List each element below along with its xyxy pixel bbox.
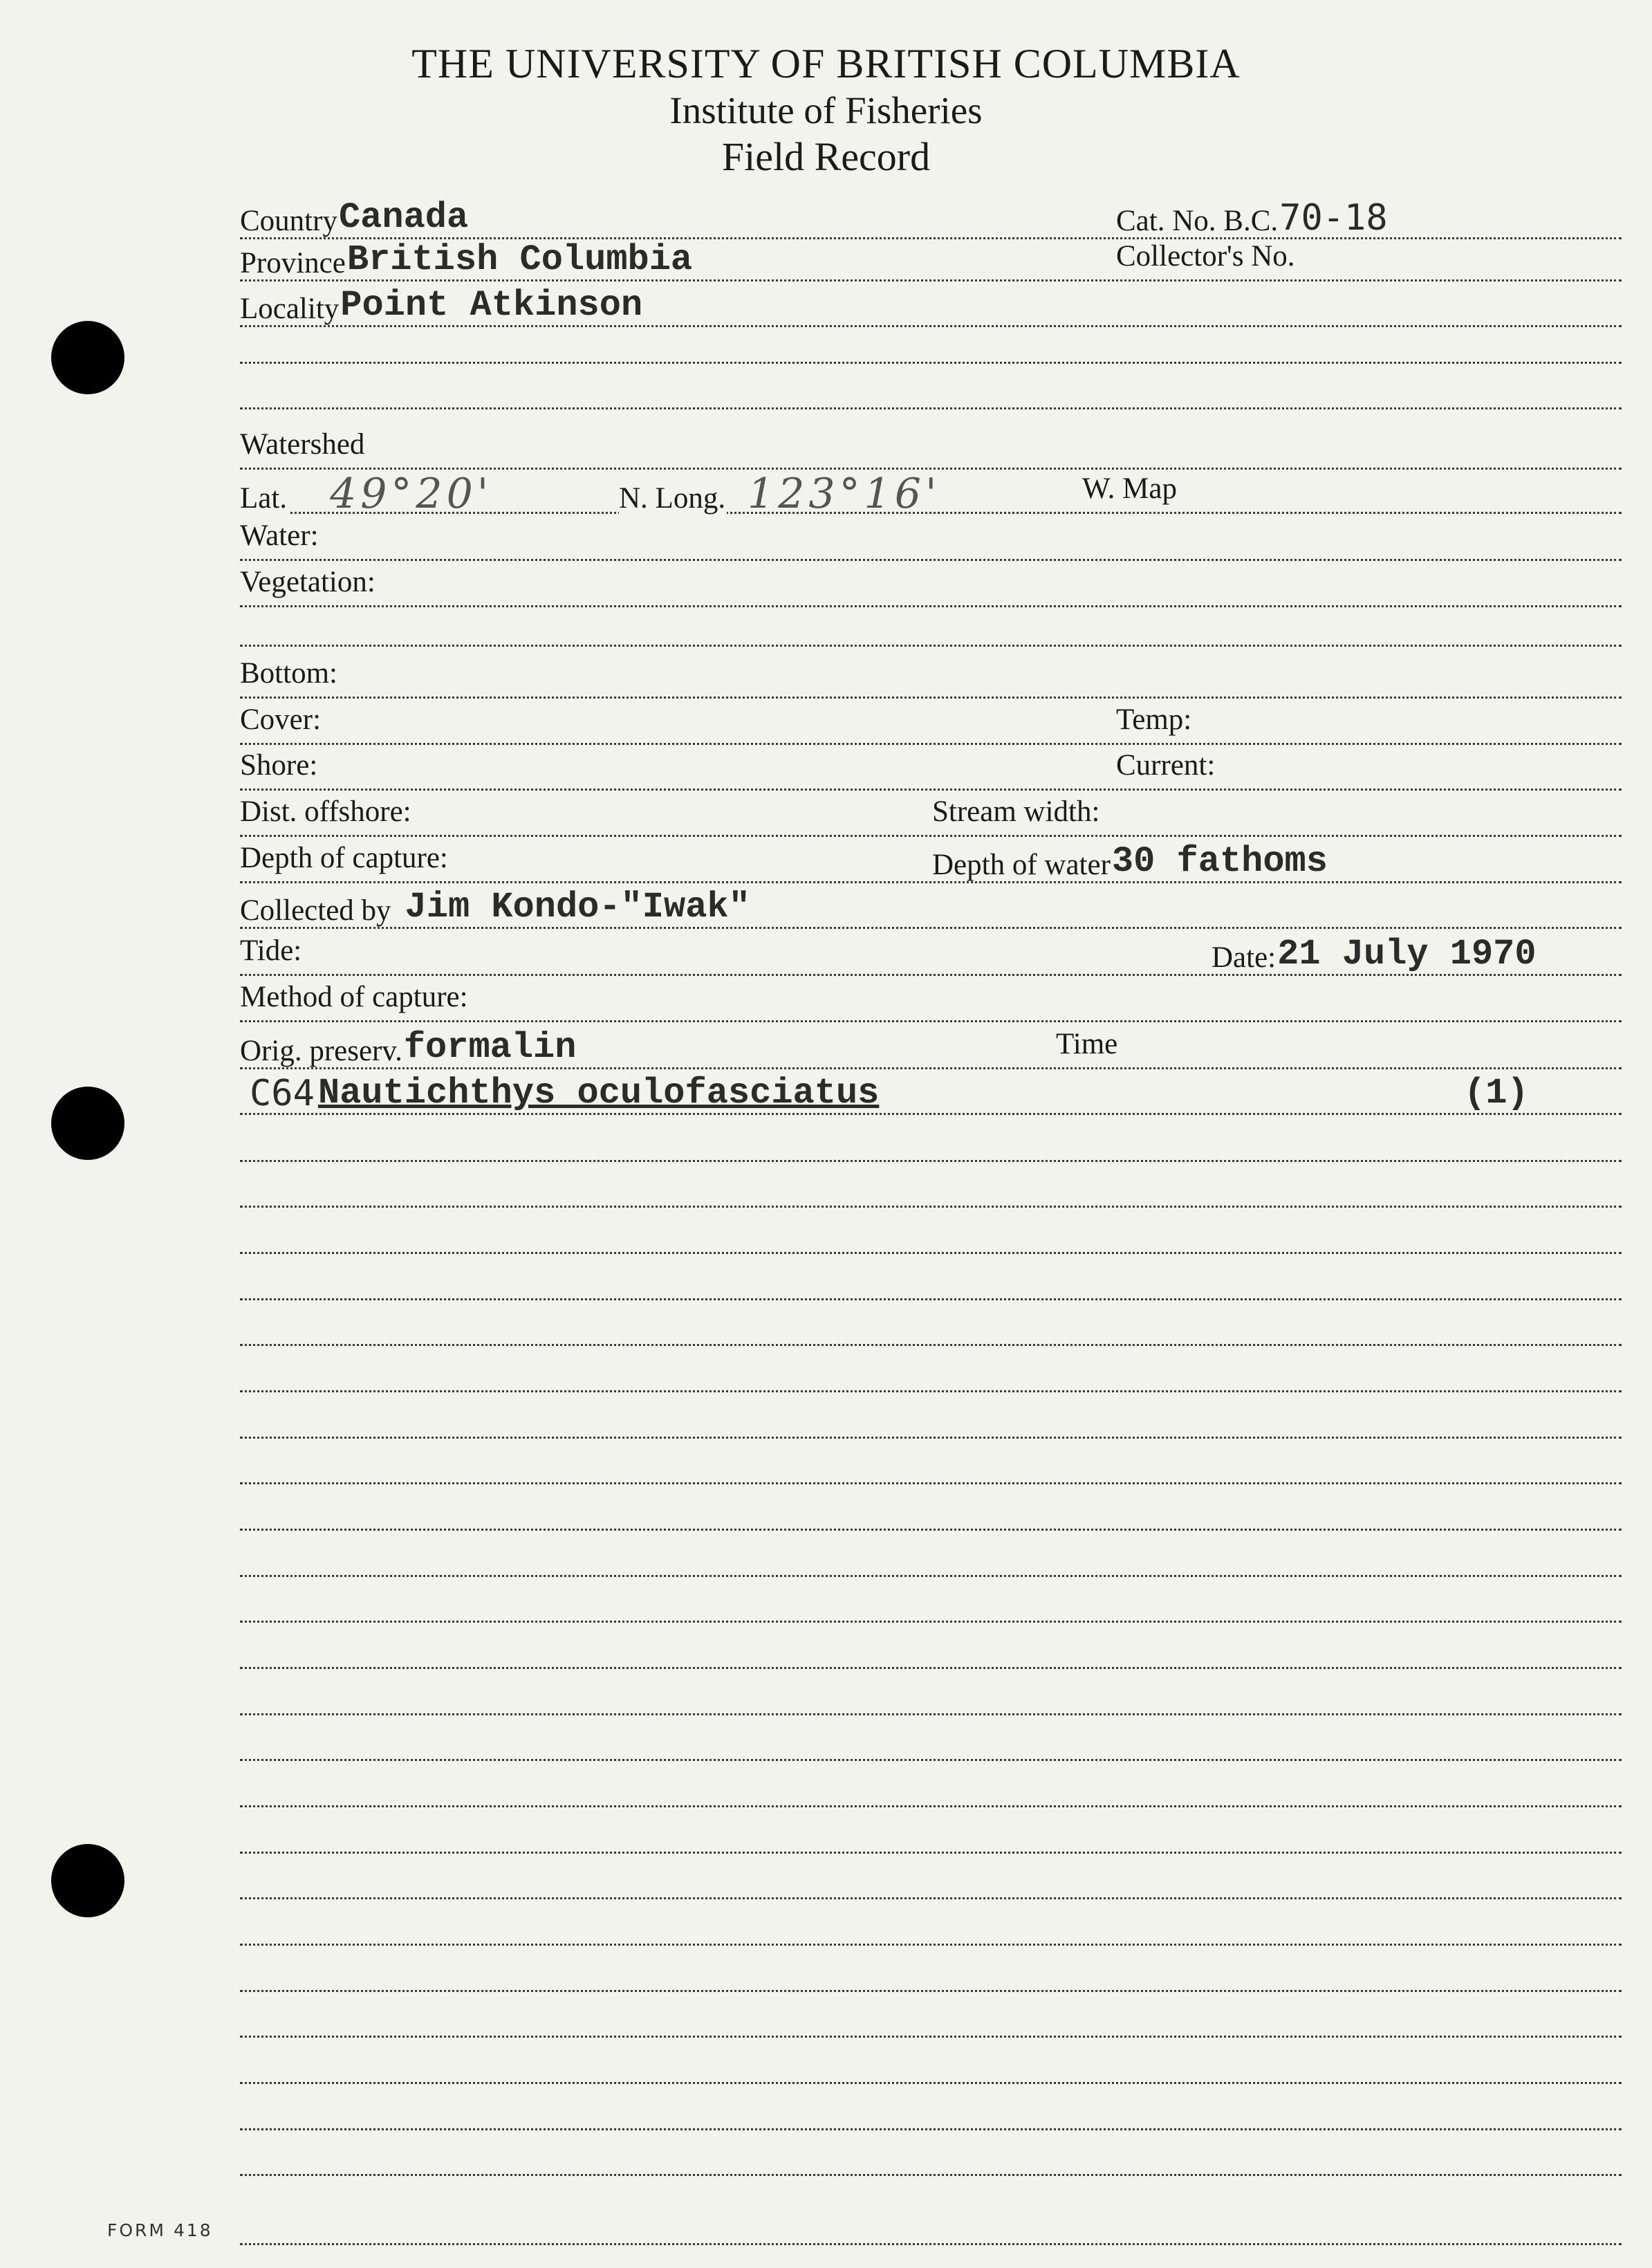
row-watershed (240, 429, 1622, 470)
dist-offshore-label: Dist. offshore: (240, 795, 411, 828)
specimen-code: C64 (250, 1073, 315, 1114)
specimen-count: (1) (1464, 1073, 1529, 1114)
blank-line (240, 1944, 1622, 1946)
blank-line (240, 1852, 1622, 1854)
row-lat-long (240, 470, 1622, 518)
university-title: THE UNIVERSITY OF BRITISH COLUMBIA (411, 41, 1241, 86)
row-method (240, 981, 1622, 1022)
long-label: N. Long. (619, 482, 726, 515)
specimen-entry[interactable] (250, 1074, 879, 1113)
vegetation-label: Vegetation: (240, 566, 375, 598)
temp-label: Temp: (1116, 703, 1192, 736)
row-water (240, 520, 1622, 561)
date-label: Date: (1212, 941, 1277, 974)
blank-line (240, 1437, 1622, 1439)
time-field[interactable] (1056, 1029, 1119, 1067)
lat-field[interactable] (240, 470, 493, 518)
cover-field[interactable] (240, 704, 322, 743)
row-shore (240, 750, 1622, 791)
collected-by-label: Collected by (240, 894, 391, 927)
row-collected-by (240, 888, 1622, 929)
row-dist-offshore (240, 796, 1622, 837)
map-label: W. Map (1082, 472, 1177, 505)
cover-label: Cover: (240, 703, 322, 736)
depth-water-field[interactable] (932, 842, 1328, 881)
specimen-count-field (1464, 1074, 1529, 1113)
blank-line (240, 1575, 1622, 1577)
punch-hole (51, 321, 124, 394)
depth-capture-field[interactable] (240, 842, 449, 881)
cat-no-field[interactable] (1116, 199, 1388, 237)
record-title: Field Record (721, 134, 931, 179)
depth-capture-label: Depth of capture: (240, 842, 448, 874)
blank-line (240, 2174, 1622, 2176)
row-province (240, 241, 1622, 282)
row-cover (240, 704, 1622, 745)
country-value: Canada (338, 197, 469, 238)
dist-offshore-field[interactable] (240, 796, 413, 835)
form-number: FORM 418 (107, 2220, 213, 2240)
blank-line (240, 1621, 1622, 1623)
tide-label: Tide: (240, 934, 302, 967)
blank-line (240, 362, 1622, 364)
map-field[interactable] (1082, 473, 1178, 512)
row-depth (240, 842, 1622, 883)
blank-line (240, 1713, 1622, 1715)
blank-line (240, 1160, 1622, 1162)
province-field[interactable] (240, 241, 692, 279)
water-label: Water: (240, 519, 319, 552)
preserv-value: formalin (403, 1027, 577, 1068)
stream-width-field[interactable] (932, 796, 1101, 835)
blank-line (240, 2128, 1622, 2130)
blank-line (240, 1298, 1622, 1300)
locality-value: Point Atkinson (340, 285, 643, 326)
method-field[interactable] (240, 981, 470, 1020)
collectors-no-label: Collector's No. (1116, 240, 1295, 273)
blank-line (240, 1990, 1622, 1992)
depth-water-value: 30 fathoms (1111, 841, 1328, 882)
locality-label: Locality (240, 293, 340, 325)
locality-field[interactable] (240, 286, 642, 325)
blank-line (240, 1390, 1622, 1392)
blank-line (240, 1482, 1622, 1484)
row-bottom (240, 658, 1622, 699)
row-country (240, 199, 1622, 239)
blank-line (240, 1206, 1622, 1208)
row-specimen (240, 1074, 1622, 1115)
stream-width-label: Stream width: (932, 795, 1100, 828)
blank-line (240, 2243, 1622, 2245)
preserv-label: Orig. preserv. (240, 1035, 402, 1067)
shore-label: Shore: (240, 749, 318, 782)
row-tide (240, 935, 1622, 976)
current-label: Current: (1116, 749, 1216, 782)
watershed-label: Watershed (240, 428, 365, 461)
blank-line (240, 1897, 1622, 1899)
date-field[interactable] (1212, 935, 1537, 974)
collectors-no-field[interactable] (1116, 241, 1297, 279)
blank-line (240, 1344, 1622, 1346)
blank-line (240, 1529, 1622, 1531)
row-vegetation (240, 566, 1622, 607)
blank-line (240, 2036, 1622, 2038)
blank-line (240, 1759, 1622, 1761)
bottom-field[interactable] (240, 658, 339, 697)
blank-line (240, 1252, 1622, 1254)
cat-no-value: 70-18 (1279, 197, 1388, 239)
blank-line (240, 407, 1622, 409)
country-field[interactable] (240, 199, 468, 237)
blank-line (240, 1667, 1622, 1669)
current-field[interactable] (1116, 750, 1216, 789)
province-value: British Columbia (346, 239, 693, 280)
long-value: 123°16' (748, 470, 941, 518)
collected-by-field[interactable] (240, 888, 750, 927)
bottom-label: Bottom: (240, 657, 337, 690)
province-label: Province (240, 247, 346, 279)
temp-field[interactable] (1116, 704, 1193, 743)
row-preserv (240, 1029, 1622, 1069)
long-field[interactable] (619, 470, 941, 518)
shore-field[interactable] (240, 750, 319, 789)
blank-line (240, 2082, 1622, 2084)
vegetation-field[interactable] (240, 566, 377, 605)
row-locality (240, 286, 1622, 327)
lat-value: 49°20' (330, 470, 493, 518)
time-label: Time (1056, 1028, 1118, 1060)
depth-water-label: Depth of water (932, 849, 1111, 881)
punch-hole (51, 1844, 124, 1917)
date-value: 21 July 1970 (1277, 934, 1537, 975)
institute-title: Institute of Fisheries (669, 89, 983, 131)
punch-hole (51, 1087, 124, 1160)
country-label: Country (240, 205, 337, 237)
cat-no-label: Cat. No. B.C. (1116, 205, 1279, 237)
watershed-field[interactable] (240, 429, 366, 468)
blank-line (240, 645, 1622, 647)
blank-line (240, 1805, 1622, 1807)
lat-label: Lat. (240, 482, 288, 515)
collected-by-value: Jim Kondo-"Iwak" (405, 887, 750, 928)
specimen-species: Nautichthys oculofasciatus (318, 1073, 880, 1114)
method-label: Method of capture: (240, 981, 468, 1013)
preserv-field[interactable] (240, 1029, 576, 1067)
tide-field[interactable] (240, 935, 303, 974)
water-field[interactable] (240, 520, 320, 559)
